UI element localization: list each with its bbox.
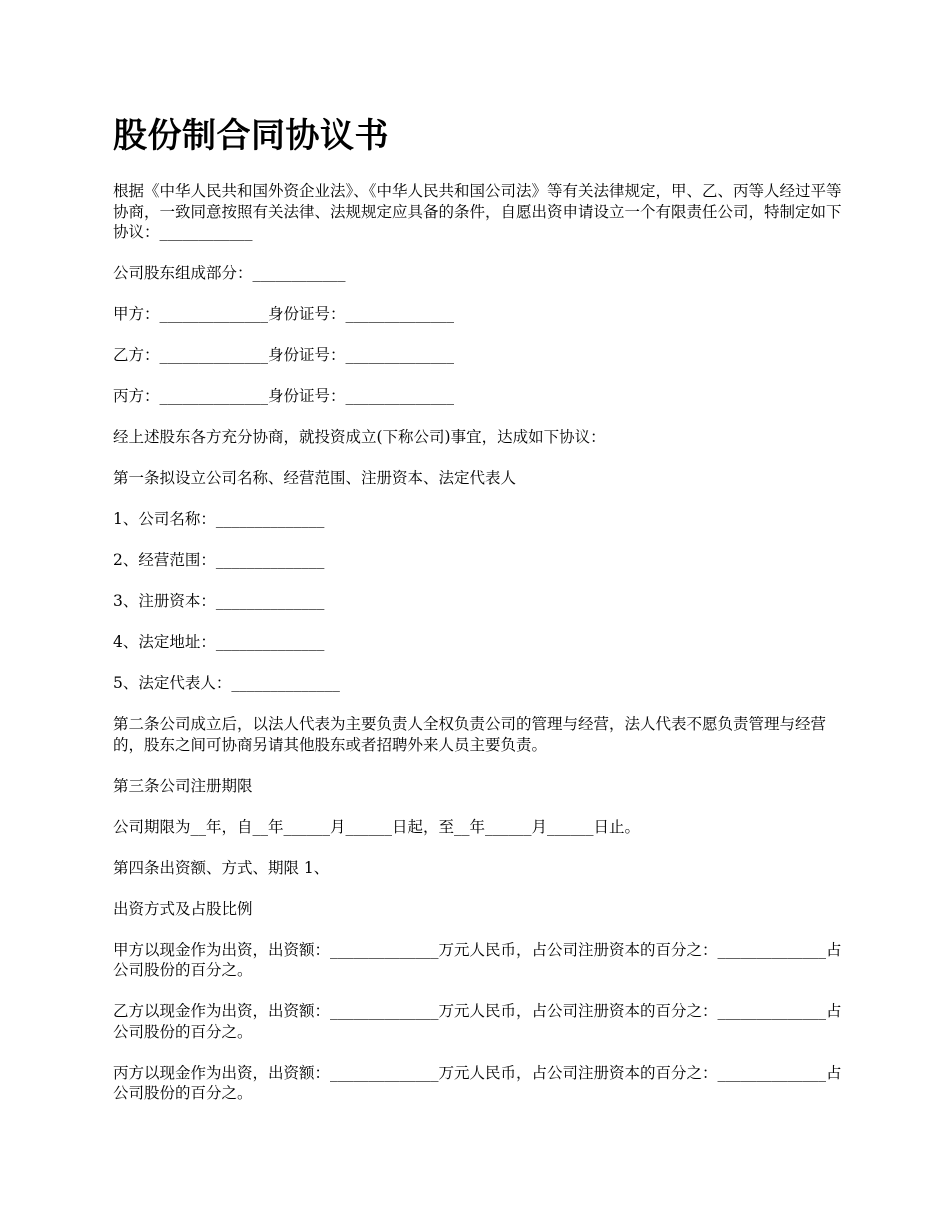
agreement-statement: 经上述股东各方充分协商，就投资成立(下称公司)事宜，达成如下协议： [113,428,606,446]
company-name-line: 1、公司名称：______________ [113,510,325,528]
party-a-contribution: 甲方以现金作为出资，出资额：______________万元人民币，占公司注册资本的百分之：______________占公司股份的百分之。 [113,940,842,979]
term-line: 公司期限为__年，自__年______月______日起，至__年______月______日止。 [113,817,641,836]
article-4-heading: 第四条出资额、方式、期限 1、 [113,858,330,877]
shareholders-heading: 公司股东组成部分：____________ [113,264,346,282]
document-page [113,113,843,1124]
legal-representative-line: 5、法定代表人：______________ [113,674,340,692]
party-b-line: 乙方：______________身份证号：______________ [113,346,455,364]
intro-paragraph: 根据《中华人民共和国外资企业法》、《中华人民共和国公司法》等有关法律规定，甲、乙、丙等人经过平等协商，一致同意按照有关法律、法规规定应具备的条件，自愿出资申请设立一个有限责任公司，特制定如下协议：____________ [113,182,842,241]
party-a-line: 甲方：______________身份证号：______________ [113,305,455,323]
party-c-contribution: 丙方以现金作为出资，出资额：______________万元人民币，占公司注册资本的百分之：______________占公司股份的百分之。 [113,1063,842,1102]
registered-capital-line: 3、注册资本：______________ [113,592,325,610]
party-c-line: 丙方：______________身份证号：______________ [113,387,455,405]
article-3-heading: 第三条公司注册期限 [113,776,253,795]
business-scope-line: 2、经营范围：______________ [113,551,325,569]
article-2-paragraph: 第二条公司成立后，以法人代表为主要负责人全权负责公司的管理与经营，法人代表不愿负责管理与经营的，股东之间可协商另请其他股东或者招聘外来人员主要负责。 [113,715,827,754]
document-title: 股份制合同协议书 [113,116,389,156]
party-b-contribution: 乙方以现金作为出资，出资额：______________万元人民币，占公司注册资本的百分之：______________占公司股份的百分之。 [113,1002,842,1041]
article-1-heading: 第一条拟设立公司名称、经营范围、注册资本、法定代表人 [113,469,517,487]
legal-address-line: 4、法定地址：______________ [113,633,325,651]
contribution-method-heading: 出资方式及占股比例 [113,899,253,918]
